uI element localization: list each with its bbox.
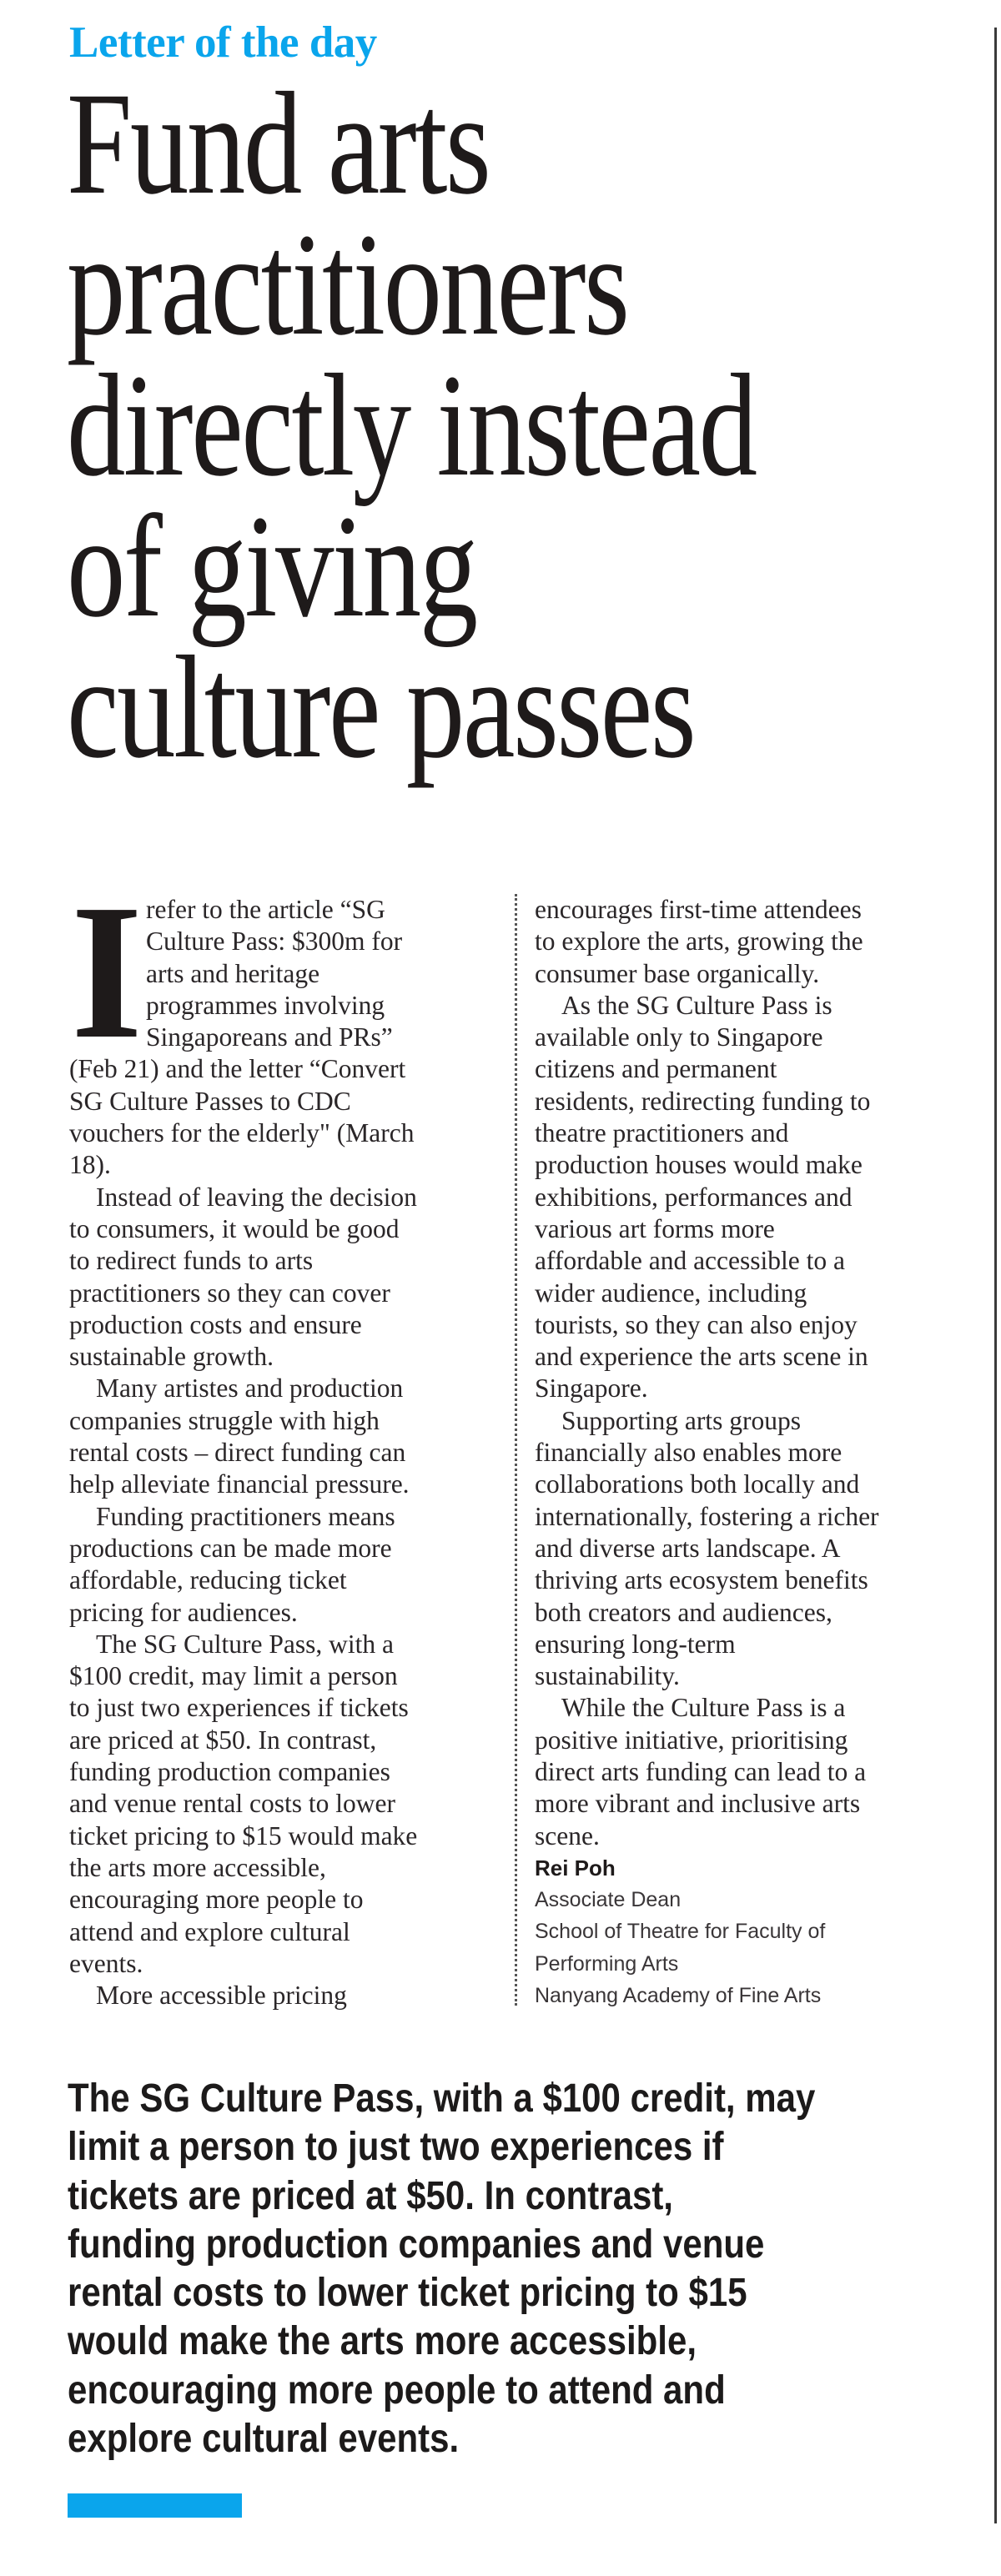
- body-text-line: wider audience, including: [535, 1278, 807, 1308]
- body-text-line: to redirect funds to arts: [69, 1246, 314, 1276]
- body-text-line: ticket pricing to $15 would make: [69, 1820, 418, 1850]
- pull-quote-line: limit a person to just two experiences if: [68, 2125, 724, 2170]
- body-text-line: programmes involving: [146, 990, 385, 1020]
- body-text-line: Instead of leaving the decision: [96, 1182, 417, 1212]
- body-text-line: affordable, reducing ticket: [69, 1565, 347, 1595]
- body-text-line: 18).: [69, 1150, 111, 1180]
- body-text-line: both creators and audiences,: [535, 1597, 832, 1627]
- right-column: [535, 894, 975, 2011]
- body-text-line: more vibrant and inclusive arts: [535, 1789, 861, 1819]
- body-text-line: tourists, so they can also enjoy: [535, 1309, 858, 1339]
- body-text-line: funding production companies: [69, 1757, 390, 1787]
- right-column-text: [535, 894, 975, 1852]
- headline: [67, 63, 1001, 789]
- body-text-line: to consumers, it would be good: [69, 1213, 400, 1243]
- headline-line: of giving: [67, 485, 476, 648]
- body-text-line: practitioners so they can cover: [69, 1278, 390, 1308]
- pull-quote-line: encouraging more people to attend and: [68, 2368, 726, 2413]
- body-text-line: affordable and accessible to a: [535, 1246, 845, 1276]
- column-divider: [515, 894, 517, 2006]
- headline-line: directly instead: [67, 344, 756, 507]
- left-column-text: [69, 1053, 476, 2011]
- section-kicker: Letter of the day: [69, 18, 377, 67]
- body-text-line: the arts more accessible,: [69, 1852, 326, 1882]
- body-text-line: Supporting arts groups: [561, 1405, 801, 1435]
- body-text-line: production costs and ensure: [69, 1309, 362, 1339]
- body-text-line: and venue rental costs to lower: [69, 1789, 395, 1819]
- body-text-line: attend and explore cultural: [69, 1916, 350, 1946]
- body-text-line: refer to the article “SG: [146, 895, 385, 924]
- headline-line: Fund arts: [67, 63, 490, 225]
- body-text-line: to explore the arts, growing the: [535, 926, 863, 957]
- body-text-line: help alleviate financial pressure.: [69, 1469, 410, 1499]
- body-text-line: direct arts funding can lead to a: [535, 1757, 867, 1787]
- left-column: [69, 865, 476, 2011]
- body-text-line: production houses would make: [535, 1150, 863, 1180]
- pull-quote-line: tickets are priced at $50. In contrast,: [68, 2173, 673, 2218]
- body-text-line: are priced at $50. In contrast,: [69, 1725, 377, 1755]
- signoff: [535, 1852, 975, 2011]
- pull-quote-line: funding production companies and venue: [68, 2222, 765, 2267]
- pull-quote-line: The SG Culture Pass, with a $100 credit, may: [68, 2076, 816, 2121]
- headline-line: practitioners: [67, 203, 628, 366]
- body-text-line: and diverse arts landscape. A: [535, 1533, 841, 1563]
- drop-cap: I: [71, 865, 143, 1079]
- body-text-line: theatre practitioners and: [535, 1118, 789, 1148]
- body-text-line: to just two experiences if tickets: [69, 1693, 409, 1723]
- body-text-line: productions can be made more: [69, 1533, 392, 1563]
- body-text-line: scene.: [535, 1820, 600, 1850]
- body-text-line: arts and heritage: [146, 958, 320, 988]
- pull-quote: [68, 2075, 1001, 2463]
- body-text-line: residents, redirecting funding to: [535, 1086, 871, 1116]
- body-text-line: sustainable growth.: [69, 1342, 274, 1372]
- body-text-line: ensuring long-term: [535, 1629, 736, 1659]
- body-text-line: Singaporeans and PRs”: [146, 1022, 393, 1052]
- body-text-line: encouraging more people to: [69, 1885, 364, 1915]
- body-text-line: While the Culture Pass is a: [561, 1693, 846, 1723]
- pull-quote-line: would make the arts more accessible,: [68, 2319, 697, 2364]
- body-text-line: available only to Singapore: [535, 1022, 823, 1052]
- body-text-line: The SG Culture Pass, with a: [96, 1629, 394, 1659]
- body-text-line: SG Culture Passes to CDC: [69, 1086, 351, 1116]
- body-text-line: More accessible pricing: [96, 1981, 347, 2011]
- body-text-line: Singapore.: [535, 1373, 648, 1403]
- body-text-line: pricing for audiences.: [69, 1597, 298, 1627]
- body-text-line: $100 credit, may limit a person: [69, 1661, 398, 1691]
- author-institution: Nanyang Academy of Fine Arts: [535, 1983, 822, 2007]
- body-text-line: consumer base organically.: [535, 958, 820, 988]
- body-text-line: Many artistes and production: [96, 1373, 404, 1403]
- accent-bar: [68, 2493, 242, 2518]
- body-text-line: Funding practitioners means: [96, 1501, 395, 1531]
- body-text-line: Culture Pass: $300m for: [146, 926, 403, 957]
- body-text-line: collaborations both locally and: [535, 1469, 860, 1499]
- body-text-line: sustainability.: [535, 1661, 680, 1691]
- body-text-line: vouchers for the elderly" (March: [69, 1118, 415, 1148]
- body-text-line: citizens and permanent: [535, 1054, 777, 1084]
- body-text-line: positive initiative, prioritising: [535, 1725, 848, 1755]
- body-text-line: encourages first-time attendees: [535, 895, 862, 924]
- pull-quote-line: rental costs to lower ticket pricing to $15: [68, 2271, 747, 2316]
- body-text-line: various art forms more: [535, 1213, 775, 1243]
- body-text-line: and experience the arts scene in: [535, 1342, 868, 1372]
- body-text-line: internationally, fostering a richer: [535, 1501, 879, 1531]
- body-text-line: thriving arts ecosystem benefits: [535, 1565, 868, 1595]
- body-text-line: events.: [69, 1948, 143, 1978]
- body-text-line: As the SG Culture Pass is: [561, 990, 832, 1020]
- headline-line: culture passes: [67, 626, 695, 789]
- body-text-line: (Feb 21) and the letter “Convert: [69, 1054, 406, 1084]
- author-school-cont: Performing Arts: [535, 1951, 679, 1976]
- body-text-line: financially also enables more: [535, 1438, 843, 1468]
- body-text-line: companies struggle with high: [69, 1405, 380, 1435]
- body-text-line: rental costs – direct funding can: [69, 1438, 406, 1468]
- body-text-line: exhibitions, performances and: [535, 1182, 853, 1212]
- author-school: School of Theatre for Faculty of: [535, 1920, 826, 1944]
- author-title: Associate Dean: [535, 1887, 682, 1911]
- author-name: Rei Poh: [535, 1855, 616, 1881]
- pull-quote-line: explore cultural events.: [68, 2417, 460, 2462]
